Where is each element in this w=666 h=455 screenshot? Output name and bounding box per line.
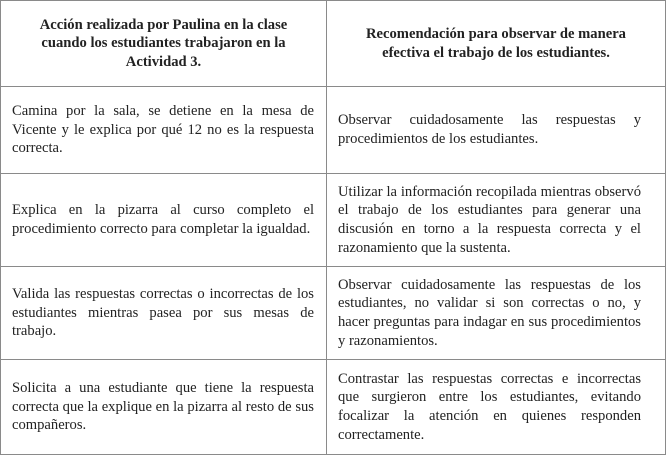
header-action-text: Acción realizada por Paulina en la clase cuando los estudiantes trabajaron en la Actividad 3. [39, 16, 288, 70]
header-recommendation [327, 1, 666, 87]
action-text: Solicita a una estudiante que tiene la respuesta correcta que la explique en la pizarra al resto de sus compañeros. [12, 380, 314, 434]
recommendation-text: Utilizar la información recopilada mientras observó el trabajo de los estudiantes para generar una discusión en torno a la respuesta correcta y el razonamiento que la sustenta. [338, 183, 641, 256]
recommendation-cell [327, 87, 666, 174]
table-row [1, 174, 666, 267]
action-cell [1, 267, 327, 360]
recommendation-text: Observar cuidadosamente las respuestas y procedimientos de los estudiantes. [338, 112, 641, 147]
recommendation-cell [327, 360, 666, 455]
recommendation-text: Contrastar las respuestas correctas e incorrectas que surgieron entre los estudiantes, evitando focalizar la atención en quienes responden correctamente. [338, 370, 641, 443]
table-row [1, 87, 666, 174]
table-row [1, 267, 666, 360]
action-cell [1, 174, 327, 267]
header-recommendation-text: Recomendación para observar de manera efectiva el trabajo de los estudiantes. [366, 25, 626, 61]
action-text: Camina por la sala, se detiene en la mesa de Vicente y le explica por qué 12 no es la respuesta correcta. [12, 103, 314, 157]
recommendation-text: Observar cuidadosamente las respuestas de los estudiantes, no validar si son correctas o no, y hacer preguntas para indagar en sus procedimientos y razonamientos. [338, 276, 641, 349]
action-text: Valida las respuestas correctas o incorrectas de los estudiantes mientras pasea por sus mesas de trabajo. [12, 286, 314, 340]
table-header-row [1, 1, 666, 87]
recommendation-cell [327, 174, 666, 267]
action-cell [1, 87, 327, 174]
table-row [1, 360, 666, 455]
header-action [1, 1, 327, 87]
recommendation-cell [327, 267, 666, 360]
action-text: Explica en la pizarra al curso completo el procedimiento correcto para completar la igualdad. [12, 202, 314, 237]
action-cell [1, 360, 327, 455]
